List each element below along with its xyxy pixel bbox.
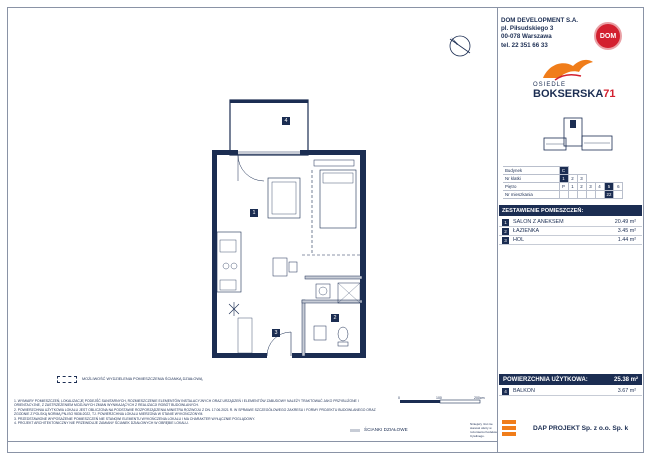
project-line1: OSIEDLE bbox=[533, 82, 567, 88]
table-row: Piętro P 1 2 3 4 5 6 bbox=[503, 183, 623, 191]
ventilation-icon bbox=[229, 302, 239, 316]
dom-logo: DOM bbox=[594, 22, 622, 50]
balcony-row bbox=[499, 387, 642, 396]
list-item: 4 BALKON 3.67 m² bbox=[499, 387, 642, 396]
company-street: pl. Piłsudskiego 3 bbox=[501, 25, 554, 33]
sofa bbox=[268, 178, 300, 218]
list-item: 2 ŁAZIENKA 3.45 m² bbox=[499, 227, 642, 236]
location-table bbox=[503, 166, 623, 199]
company-phone: tel. 22 351 66 33 bbox=[501, 41, 548, 49]
partition-legend-text: MOŻLIWOŚĆ WYDZIELENIA POMIESZCZENIA ŚCIANKĄ DZIAŁOWĄ bbox=[82, 377, 203, 381]
scale-end: 200cm bbox=[474, 396, 485, 400]
sink bbox=[220, 240, 236, 252]
east-wall bbox=[360, 150, 366, 358]
table-row: Nr klatki 1 2 3 bbox=[503, 175, 623, 183]
table-row: Budynek C bbox=[503, 167, 623, 175]
wardrobe-partition bbox=[305, 276, 362, 279]
radiator bbox=[314, 160, 354, 166]
west-wall bbox=[212, 150, 217, 358]
walls-legend-text: ŚCIANKI DZIAŁOWE bbox=[364, 427, 408, 432]
list-item: 1 SALON Z ANEKSEM 20.49 m² bbox=[499, 218, 642, 227]
notes: 1. WYMIARY POMIESZCZEŃ, LOKALIZACJĘ PODEJŚĆ SANITARNYCH, ROZMIESZCZENIE ELEMENTÓW INSTALACYJNYCH ORAZ URZĄDZEŃ I ELEMENTÓW ZABUDOWY NALEŻY TRAKTOWAĆ JAKO PRZYBLIŻONE I ORIENTACYJNE, Z ZASTRZEŻENIEM MOŻLIWYCH ZMIAN WYNIKAJĄCYCH Z REALIZACJI ROBÓT BUDOWLANYCH. 2. POWIERZCHNIA UŻYTKOWA LOKALU JEST OBLICZONA NA PODSTAWIE ROZPORZĄDZENIA MINISTRA ROZWOJU Z DN. 17.06.2021 R. W SPRAWIE SZCZEGÓŁOWEGO ZAKRESU I FORMY PROJEKTU BUDOWLANEGO ORAZ ZGODNIE Z POLSKĄ NORMĄ PN-ISO 9836:2022, TJ. POWIERZCHNIA LOKALU MIERZONA W STANIE WYKOŃCZONYM. 3. PRZEDSTAWIONE WYPOSAŻENIE POMIESZCZEŃ NIE STANOWI ELEMENTU WYKOŃCZENIA LOKALU I MA CHARAKTER WYŁĄCZNIE POGLĄDOWY. 4. PROJEKT ARCHITEKTONICZNY NIE PRZEWIDUJE ZAMIANY ŚCIANEK DZIAŁOWYCH W OBRĘBIE LOKALU. bbox=[14, 399, 376, 426]
washbasin bbox=[314, 326, 326, 340]
kitchen-counter bbox=[217, 232, 241, 292]
table-row: Nr mieszkania 22 bbox=[503, 191, 623, 199]
usable-area-bar bbox=[499, 374, 642, 385]
room-marker-1: 1 bbox=[250, 209, 258, 217]
rooms-title: ZESTAWIENIE POMIESZCZEŃ: bbox=[499, 205, 642, 216]
dap-logo-icon bbox=[502, 420, 516, 436]
company-address bbox=[501, 17, 578, 50]
room-marker-2: 2 bbox=[331, 314, 339, 322]
north-wall-right bbox=[300, 150, 366, 155]
company-city: 00-078 Warszawa bbox=[501, 33, 552, 41]
scale-start: 0 bbox=[398, 396, 400, 400]
south-wall-left bbox=[212, 353, 267, 358]
horse-logo-icon bbox=[515, 56, 625, 86]
project-brand bbox=[515, 56, 625, 108]
footer-note: Niniejszy rzut nie stanowi oferty w rozumieniu Kodeksu Cywilnego. bbox=[470, 422, 498, 438]
partition-legend-swatch bbox=[57, 376, 77, 383]
room-marker-3: 3 bbox=[272, 329, 280, 337]
architect-name: DAP PROJEKT Sp. z o.o. Sp. k bbox=[533, 425, 629, 432]
usable-area-value: 25.38 m² bbox=[613, 376, 638, 383]
north-arrow-icon bbox=[450, 36, 470, 56]
room-marker-4: 4 bbox=[282, 117, 290, 125]
toilet bbox=[338, 327, 348, 341]
bath-partition-north bbox=[302, 300, 362, 303]
bottom-strip bbox=[7, 441, 497, 453]
key-plan bbox=[540, 114, 620, 158]
north-wall-left bbox=[212, 150, 238, 155]
bed bbox=[320, 170, 356, 228]
bath-partition-west bbox=[302, 300, 305, 356]
scale-bar bbox=[390, 395, 490, 405]
usable-area-label: POWIERZCHNIA UŻYTKOWA: bbox=[503, 376, 588, 383]
scale-mid: 100 bbox=[436, 396, 442, 400]
hob bbox=[223, 263, 229, 269]
project-line2: BOKSERSKA71 bbox=[533, 88, 616, 100]
rooms-list bbox=[499, 218, 642, 245]
company-name: DOM DEVELOPMENT S.A. bbox=[501, 17, 579, 24]
washing-machine bbox=[316, 284, 330, 298]
info-panel-divider bbox=[497, 7, 498, 453]
dining-table bbox=[273, 258, 287, 276]
balcony-door-swing bbox=[238, 155, 264, 181]
walls-legend-swatch bbox=[350, 429, 360, 432]
balcony-outline bbox=[230, 100, 308, 155]
balcony-rail bbox=[230, 100, 308, 103]
list-item: 3 HOL 1.44 m² bbox=[499, 236, 642, 245]
